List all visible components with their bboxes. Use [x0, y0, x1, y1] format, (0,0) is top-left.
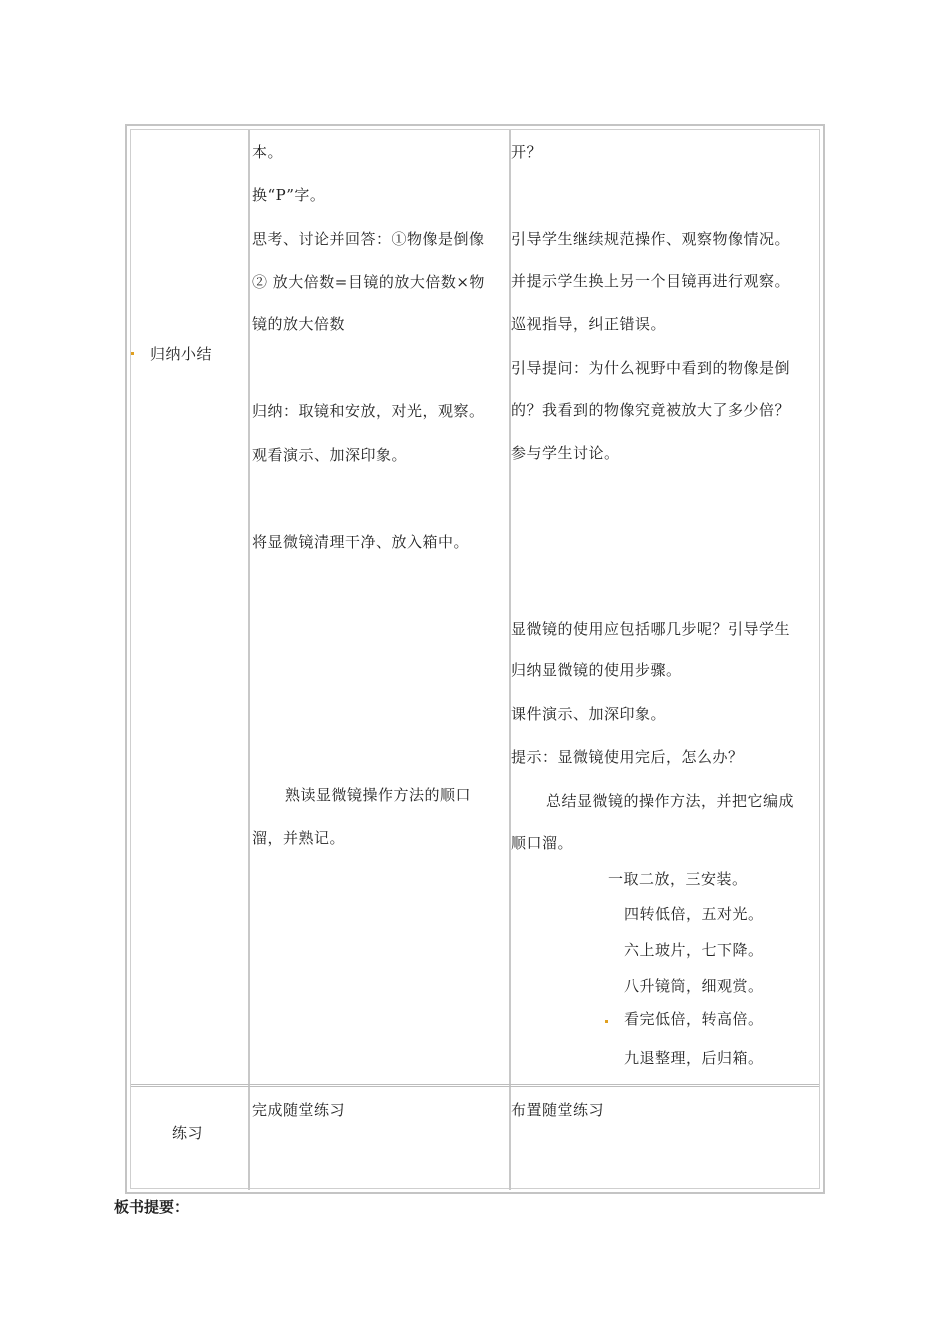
board-outline-heading: 板书提要：	[114, 1198, 190, 1216]
row-divider	[131, 1084, 819, 1087]
rhyme-line-6: 九退整理，后归箱。	[624, 1049, 764, 1067]
teacher-line-2: 引导学生继续规范操作、观察物像情况。	[511, 230, 791, 248]
student-line-8: 将显微镜清理干净、放入箱中。	[252, 533, 470, 551]
teacher-line-13: 顺口溜。	[511, 834, 574, 852]
teacher-line-5: 引导提问：为什么视野中看到的物像是倒	[511, 359, 791, 377]
row2-student: 完成随堂练习	[252, 1101, 346, 1119]
rhyme-line-1: 一取二放，三安装。	[608, 870, 748, 888]
mark-dot	[131, 352, 134, 355]
student-line-7: 观看演示、加深印象。	[252, 446, 408, 464]
rhyme-line-2: 四转低倍，五对光。	[624, 905, 764, 923]
rhyme-line-4: 八升镜筒，细观赏。	[624, 977, 764, 995]
student-line-2: 换“P”字。	[252, 186, 326, 204]
row2-teacher: 布置随堂练习	[511, 1101, 605, 1119]
teacher-line-10: 课件演示、加深印象。	[511, 705, 667, 723]
student-line-9: 熟读显微镜操作方法的顺口	[285, 786, 472, 804]
teacher-line-8: 显微镜的使用应包括哪几步呢？引导学生	[511, 620, 791, 638]
column-divider-1	[248, 130, 250, 1190]
rhyme-line-5: 看完低倍，转高倍。	[624, 1010, 764, 1028]
student-line-5: 镜的放大倍数	[252, 315, 346, 333]
student-line-3: 思考、讨论并回答：①物像是倒像	[252, 230, 485, 248]
student-line-1: 本。	[252, 143, 284, 161]
student-line-10: 溜，并熟记。	[252, 829, 346, 847]
teacher-line-6: 的？我看到的物像究竟被放大了多少倍？	[511, 401, 791, 419]
teacher-line-7: 参与学生讨论。	[511, 444, 620, 462]
teacher-line-9: 归纳显微镜的使用步骤。	[511, 661, 682, 679]
rhyme-line-3: 六上玻片，七下降。	[624, 941, 764, 959]
row2-label: 练习	[172, 1124, 204, 1142]
student-line-6: 归纳：取镜和安放，对光，观察。	[252, 402, 485, 420]
teacher-line-12: 总结显微镜的操作方法，并把它编成	[546, 792, 795, 810]
mark-dot	[605, 1020, 608, 1023]
row1-label: 归纳小结	[150, 345, 213, 363]
teacher-line-3: 并提示学生换上另一个目镜再进行观察。	[511, 272, 791, 290]
teacher-line-11: 提示：显微镜使用完后，怎么办？	[511, 748, 744, 766]
teacher-line-4: 巡视指导，纠正错误。	[511, 315, 667, 333]
student-line-4: ② 放大倍数=目镜的放大倍数×物	[252, 273, 485, 291]
teacher-line-1: 开？	[511, 143, 543, 161]
